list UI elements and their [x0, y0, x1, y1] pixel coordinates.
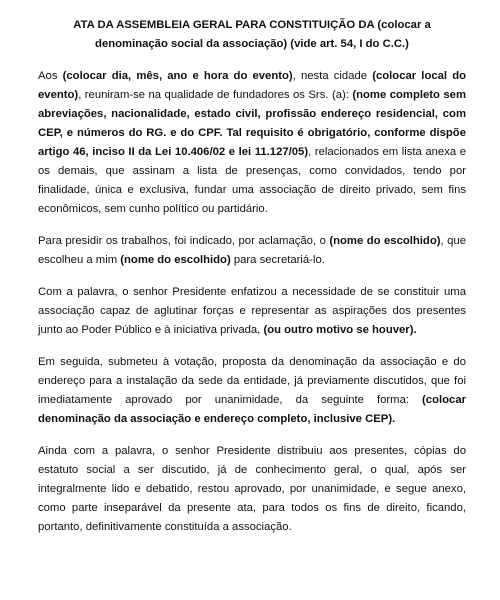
title-segment: (colocar a denominação social da associação) (vide art. 54, I do C.C.) — [95, 19, 431, 50]
text-segment: , reuniram-se na qualidade de fundadores os Srs. (a): — [78, 89, 353, 101]
text-segment: , nesta cidade — [292, 70, 373, 82]
placeholder-segment: (nome completo sem abreviações, nacionalidade, estado civil, profissão endereço residencial, com CEP, e números do RG. e do CPF. Tal requisito é obrigatório, conforme dispõe artigo 46, inciso II da Lei 10.406/02 e lei 11.127/05) — [38, 89, 466, 158]
paragraph-president — [38, 232, 466, 270]
paragraph-purpose — [38, 283, 466, 340]
paragraph-vote — [38, 353, 466, 429]
text-segment: Aos — [38, 70, 63, 82]
paragraph-statute — [38, 442, 466, 537]
placeholder-segment: (colocar denominação da associação e endereço completo, inclusive CEP). — [38, 394, 466, 425]
text-segment: Para presidir os trabalhos, foi indicado, por aclamação, o — [38, 235, 330, 247]
text-segment: , que escolheu a mim — [38, 235, 466, 266]
placeholder-segment: (ou outro motivo se houver). — [263, 324, 417, 336]
paragraph-attendees — [38, 67, 466, 219]
text-segment: Com a palavra, o senhor Presidente enfatizou a necessidade de se constituir uma associação capaz de aglutinar forças e representar as aspirações dos presentes junto ao Poder Público e à iniciativa privada, — [38, 286, 466, 336]
title-segment: ATA DA ASSEMBLEIA GERAL PARA CONSTITUIÇÃO DA — [73, 19, 378, 31]
text-segment: , relacionados em lista anexa e os demais, que assinam a lista de presenças, como convidados, tendo por finalidade, única e exclusiva, fundar uma associação de direito privado, sem fins econômicos, sem cunho político ou partidário. — [38, 146, 466, 215]
text-segment: para secretariá-lo. — [230, 254, 325, 266]
placeholder-segment: (colocar dia, mês, ano e hora do evento) — [62, 70, 293, 82]
text-segment: Em seguida, submeteu à votação, proposta da denominação da associação e do endereço para a instalação da sede da entidade, já previamente discutidos, que foi imediatamente aprovado por unanimidade, da seguinte forma: — [38, 356, 466, 406]
placeholder-segment: (nome do escolhido) — [329, 235, 441, 247]
placeholder-segment: (colocar local do evento) — [38, 70, 466, 101]
document-title — [38, 16, 466, 54]
placeholder-segment: (nome do escolhido) — [120, 254, 231, 266]
text-segment: Ainda com a palavra, o senhor Presidente distribuiu aos presentes, cópias do estatuto social a ser discutido, já de conhecimento geral, o qual, após ser integralmente lido e debatido, restou aprovado, por unanimidade, e segue anexo, como parte inseparável da presente ata, para todos os fins de direito, ficando, portanto, definitivamente constituída a associação. — [38, 445, 466, 533]
